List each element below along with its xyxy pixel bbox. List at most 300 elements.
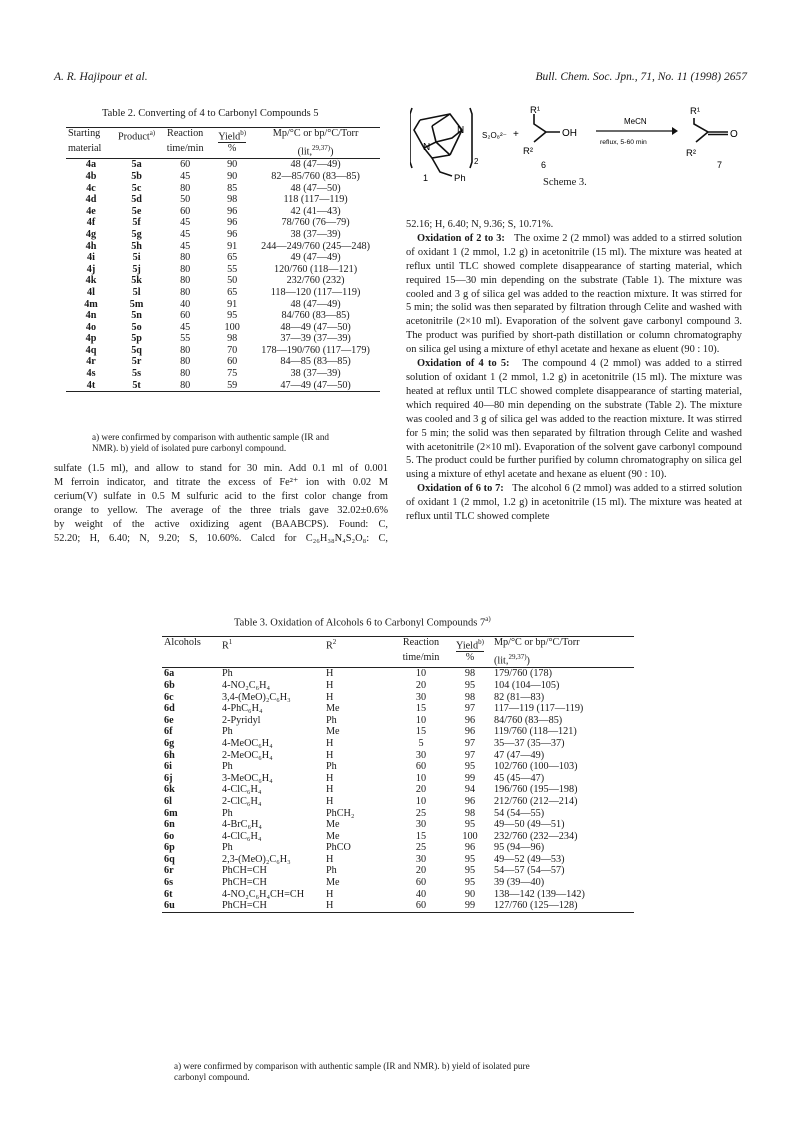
table3-cell-mp: 54 (54—55) (494, 807, 545, 819)
table-row (66, 194, 380, 206)
table2-header-starting: Starting (68, 128, 101, 139)
table2-cell-yield: 98 (227, 194, 238, 206)
table3-cell-r1: 4-NO₂C₆H₄CH=CH (222, 888, 305, 900)
table-row (162, 773, 634, 785)
scheme-3-caption: Scheme 3. (543, 177, 587, 188)
table3-cell-r1: 3,4-(MeO)₂C₆H₃ (222, 691, 291, 703)
table2-cell-starting-material: 4r (86, 356, 96, 368)
table2-cell-yield: 75 (227, 368, 238, 380)
table2-cell-yield: 70 (227, 344, 238, 356)
table2-caption (102, 108, 319, 119)
compound-label-1: 1 (423, 173, 429, 183)
table3-cell-r1: PhCH=CH (222, 877, 267, 889)
table2-cell-yield: 90 (227, 159, 238, 171)
left-text-line: 52.20; H, 6.40; N, 9.20; S, 10.60%. Calcd for C₂₆H₃₈N₄S₂O₈: C, (54, 532, 388, 544)
r1-label-alcohol: R¹ (530, 105, 541, 116)
table2-cell-time: 80 (180, 344, 191, 356)
table3-header-mp: Mp/°C or bp/°C/Torr (494, 637, 580, 648)
table3-cell-yield: 97 (464, 737, 476, 749)
table2-cell-yield: 96 (227, 217, 238, 229)
table3-header-row-2 (162, 652, 634, 667)
table-row (66, 183, 380, 195)
table2-cell-starting-material: 4n (85, 310, 97, 322)
table3-cell-time: 40 (415, 888, 427, 900)
table2-cell-product: 5q (131, 344, 142, 356)
table3-cell-r1: Ph (222, 842, 233, 854)
table3-cell-r1: Ph (222, 807, 233, 819)
table3-cell-mp: 119/760 (118—121) (494, 726, 577, 738)
table3-cell-time: 30 (415, 691, 427, 703)
left-text-line: orange to yellow. The average of the three trials gave 32.02±0.6% (54, 504, 388, 516)
table3-cell-time: 25 (415, 807, 427, 819)
table2-cell-starting-material: 4c (86, 182, 96, 194)
table2-cell-mp: 84/760 (83—85) (281, 310, 350, 322)
table-row (162, 784, 634, 796)
table2-cell-starting-material: 4p (85, 333, 97, 345)
table-row (66, 206, 380, 218)
table2-cell-yield: 65 (227, 286, 238, 298)
nitrogen-label-1: N (457, 125, 465, 136)
conditions-label: reflux, 5-60 min (600, 139, 647, 146)
table3-cell-yield: 96 (464, 842, 476, 854)
table3-cell-alcohol: 6u (164, 900, 175, 912)
table2-cell-product: 5s (132, 368, 142, 380)
table2-cell-time: 80 (180, 286, 191, 298)
table2-cell-mp: 232/760 (232) (286, 275, 345, 287)
table2-cell-starting-material: 4o (85, 321, 97, 333)
table3-cell-r1: 4-PhC₆H₄ (222, 703, 263, 715)
plus-sign: + (513, 129, 519, 140)
table2-cell-product: 5n (131, 310, 142, 322)
table3-cell-r2: PhCH₂ (326, 807, 355, 819)
table3-caption: Table 3. Oxidation of Alcohols 6 to Carbonyl Compounds 7$^{a)}$ (234, 615, 491, 629)
table3-cell-mp: 54—57 (54—57) (494, 865, 565, 877)
table3-cell-r1: 2-Pyridyl (222, 714, 261, 726)
table3-cell-time: 20 (415, 784, 427, 796)
table2-caption-text: Converting of 4 to Carbonyl Compounds 5 (138, 108, 319, 119)
table-row (66, 264, 380, 276)
table-row (162, 819, 634, 831)
table3-cell-yield: 95 (464, 853, 476, 865)
table3-cell-r2: Me (326, 819, 340, 831)
left-text-line: cerium(V) sulfate in 0.5 M sulfuric acid to the first color change from (54, 490, 388, 502)
table-row (162, 796, 634, 808)
table-row (162, 668, 634, 680)
table3-cell-mp: 84/760 (83—85) (494, 714, 563, 726)
table3-cell-time: 20 (415, 679, 427, 691)
table-row (162, 808, 634, 820)
table2-cell-starting-material: 4e (86, 205, 96, 217)
table3-cell-mp: 127/760 (125—128) (494, 900, 578, 912)
table3-cell-r1: PhCH=CH (222, 865, 267, 877)
table2-cell-mp: 244—249/760 (245—248) (261, 240, 371, 252)
left-column-text (54, 462, 388, 545)
table3-cell-mp: 39 (39—40) (494, 877, 545, 889)
table3-cell-yield: 95 (464, 819, 476, 831)
table3-header-percent: % (465, 652, 475, 664)
heading-oxidation-4-5: Oxidation of 4 to 5: (417, 358, 510, 370)
table2-cell-starting-material: 4q (85, 344, 97, 356)
table2-cell-mp: 38 (37—39) (290, 368, 341, 380)
table-row (162, 854, 634, 866)
hydroxyl-label: OH (562, 128, 577, 139)
table-row (66, 159, 380, 171)
table3-cell-r1: 4-BrC₆H₄ (222, 819, 262, 831)
table3-cell-time: 15 (415, 703, 427, 715)
table3-cell-r2: H (326, 888, 334, 900)
table3-cell-time: 10 (415, 772, 427, 784)
table3-cell-yield: 99 (464, 772, 476, 784)
table2-cell-mp: 42 (41—43) (290, 205, 341, 217)
table2-cell-mp: 49 (47—49) (290, 252, 341, 264)
table3-cell-r2: Ph (326, 761, 337, 773)
table2-cell-yield: 55 (227, 263, 238, 275)
table2-cell-starting-material: 4a (85, 159, 97, 171)
table3-cell-yield: 98 (464, 807, 476, 819)
table3-cell-alcohol: 6q (164, 853, 175, 865)
table2-cell-yield: 65 (227, 252, 238, 264)
table3-cell-yield: 95 (464, 679, 476, 691)
table2-cell-mp: 120/760 (118—121) (274, 263, 358, 275)
reagent-label: MeCN (624, 117, 647, 126)
table-row (66, 217, 380, 229)
ketone-structure (694, 118, 728, 142)
table2-cell-product: 5p (131, 333, 142, 345)
table2-cell-product: 5k (131, 275, 142, 287)
right-paragraph-0: 52.16; H, 6.40; N, 9.36; S, 10.71%. (406, 219, 554, 230)
table2-cell-yield: 90 (227, 170, 238, 182)
table2-cell-time: 80 (180, 356, 191, 368)
table3-cell-mp: 232/760 (232—234) (494, 830, 578, 842)
table3-cell-time: 30 (415, 819, 427, 831)
table2-caption-prefix: Table 2. (102, 108, 136, 119)
table3-cell-mp: 179/760 (178) (494, 668, 553, 680)
table3-cell-r1: 2-MeOC₆H₄ (222, 749, 273, 761)
table3-cell-alcohol: 6f (164, 726, 173, 738)
table2-header-row-2 (66, 143, 380, 158)
table3-header-r1: $R^1$ (222, 638, 233, 652)
table2-cell-mp: 178—190/760 (117—179) (261, 344, 370, 356)
table2-cell-product: 5t (132, 379, 141, 391)
table2-cell-starting-material: 4g (85, 228, 97, 240)
table-row (66, 229, 380, 241)
table2-cell-starting-material: 4l (87, 286, 95, 298)
table2-cell-mp: 37—39 (37—39) (280, 333, 351, 345)
table3-cell-alcohol: 6h (164, 749, 175, 761)
table2-cell-product: 5i (132, 252, 141, 264)
table3-cell-mp: 212/760 (212—214) (494, 795, 578, 807)
table3-cell-time: 20 (415, 865, 427, 877)
table2-header-lit: (lit,$^{29,37)}$) (297, 144, 334, 158)
table3-cell-r2: PhCO (326, 842, 351, 854)
table2 (66, 127, 380, 392)
table3-cell-mp: 49—50 (49—51) (494, 819, 565, 831)
left-text-line: by weight of the active oxidizing agent (BAABCPS). Found: C, (54, 518, 388, 530)
table2-cell-yield: 100 (224, 321, 240, 333)
table-row (162, 726, 634, 738)
table-row (162, 877, 634, 889)
table3-cell-mp: 196/760 (195—198) (494, 784, 578, 796)
table3-cell-r1: Ph (222, 761, 233, 773)
table3-cell-mp: 47 (47—49) (494, 749, 545, 761)
table2-cell-time: 80 (180, 182, 191, 194)
table3-header-yield: Yield$^{b)}$ (456, 638, 484, 652)
table3-cell-yield: 94 (464, 784, 476, 796)
table3-cell-yield: 98 (464, 691, 476, 703)
table3-header-lit: (lit,$^{29,37)}$) (494, 653, 530, 667)
table-row (162, 750, 634, 762)
table3-cell-mp: 45 (45—47) (494, 772, 545, 784)
table2-header-percent: % (227, 143, 237, 155)
table3-cell-r1: PhCH=CH (222, 900, 267, 912)
table2-cell-yield: 50 (227, 275, 238, 287)
table2-cell-time: 60 (180, 159, 191, 171)
right-paragraph-oxidation-4-5: Oxidation of 4 to 5: The compound 4 (2 mmol) was added to a stirred solution of oxidant 1 (2 mmol, 1.2 g) in acetonitrile (15 ml). The mixture was heated at reflux until TLC showed complete disappearance of starting material, which required 40—80 min depending on the substrate (Table 2). The mixture was cooled and 3 g of silica gel was added to the reaction mixture. It was stirred for 5 min; the solid was then separated by filtration through Celite and washed with acetonitrile (2×10 ml). Evaporation of the solvent gave carbonyl compound 5. The product could be further purified by column chromatography on silica gel using a mixture of ethyl acetate and hexane as eluent (90 : 10). (406, 358, 743, 481)
compound-label-7: 7 (717, 160, 723, 170)
table2-cell-time: 80 (180, 252, 191, 264)
heading-oxidation-6-7: Oxidation of 6 to 7: (417, 483, 504, 495)
table3-cell-yield: 90 (464, 888, 476, 900)
table2-cell-starting-material: 4s (86, 368, 96, 380)
table-row (162, 761, 634, 773)
table2-header-product: Product$^{a)}$ (118, 129, 156, 143)
table3-cell-alcohol: 6b (164, 679, 175, 691)
table2-cell-mp: 48 (47—49) (290, 298, 341, 310)
table3-cell-alcohol: 6d (164, 703, 175, 715)
table2-cell-product: 5l (132, 286, 141, 298)
right-column-text (406, 218, 742, 524)
table-row (162, 680, 634, 692)
table2-header-row-1 (66, 128, 380, 143)
table2-cell-starting-material: 4m (84, 298, 98, 310)
table2-cell-time: 55 (180, 333, 191, 345)
table2-cell-yield: 98 (227, 333, 238, 345)
table3-cell-alcohol: 6t (164, 888, 173, 900)
table2-cell-product: 5b (131, 170, 142, 182)
table3-cell-mp: 95 (94—96) (494, 842, 545, 854)
table3-cell-r2: H (326, 772, 334, 784)
table-row (162, 842, 634, 854)
table3-cell-r2: H (326, 737, 334, 749)
table2-header-reaction: Reaction (167, 128, 204, 139)
table2-header-yield: Yield$^{b)}$ (218, 129, 247, 143)
table3-cell-mp: 102/760 (100—103) (494, 761, 578, 773)
table2-cell-product: 5h (131, 240, 142, 252)
table3-header-r2: $R^2$ (326, 638, 337, 652)
table-row (66, 241, 380, 253)
table2-cell-starting-material: 4d (85, 194, 97, 206)
table2-cell-starting-material: 4h (85, 240, 97, 252)
heading-oxidation-2-3: Oxidation of 2 to 3: (417, 232, 505, 244)
running-header-authors: A. R. Hajipour et al. (54, 71, 148, 83)
table3-cell-r1: 4-MeOC₆H₄ (222, 737, 273, 749)
table3-cell-yield: 97 (464, 749, 476, 761)
table2-cell-mp: 82—85/760 (83—85) (271, 170, 360, 182)
table3-cell-alcohol: 6e (164, 714, 174, 726)
table-row (162, 831, 634, 843)
right-paragraph-oxidation-6-7: Oxidation of 6 to 7: The alcohol 6 (2 mmol) was added to a stirred solution of oxidant 1 (2 mmol, 1.2 g) in acetonitrile (15 ml). The mixture was heated at reflux until TLC showed complete (406, 483, 743, 523)
table2-cell-yield: 60 (227, 356, 238, 368)
table3-cell-alcohol: 6a (164, 668, 175, 680)
table3-cell-r1: 4-ClC₆H₄ (222, 830, 262, 842)
table3-cell-time: 15 (415, 830, 427, 842)
table-row (66, 356, 380, 368)
table3-cell-r2: Ph (326, 865, 337, 877)
table3-cell-r2: H (326, 795, 334, 807)
table3-cell-mp: 104 (104—105) (494, 679, 560, 691)
table2-cell-yield: 91 (227, 298, 238, 310)
table-row (66, 345, 380, 357)
table2-cell-mp: 78/760 (76—79) (281, 217, 350, 229)
table3-cell-r1: Ph (222, 668, 233, 680)
table3-cell-r2: H (326, 900, 334, 912)
table-row (162, 900, 634, 912)
table3-header-row-1 (162, 637, 634, 652)
table3-cell-r2: Me (326, 726, 340, 738)
table3-cell-time: 30 (415, 749, 427, 761)
table2-cell-time: 40 (180, 298, 191, 310)
table3-cell-time: 10 (415, 714, 427, 726)
table3-cell-alcohol: 6s (164, 877, 174, 889)
table3-cell-time: 10 (415, 668, 427, 680)
table3-cell-alcohol: 6p (164, 842, 175, 854)
table3-cell-r2: H (326, 691, 334, 703)
table3-cell-time: 60 (415, 877, 427, 889)
table2-cell-mp: 84—85 (83—85) (280, 356, 351, 368)
table3-cell-alcohol: 6i (164, 761, 172, 773)
table3-cell-yield: 100 (462, 830, 478, 842)
table2-cell-time: 45 (180, 240, 191, 252)
table-row (66, 380, 380, 392)
table3-cell-time: 60 (415, 761, 427, 773)
table3-cell-r1: Ph (222, 726, 233, 738)
running-header-journal: Bull. Chem. Soc. Jpn., 71, No. 11 (1998) 2657 (535, 71, 747, 83)
persulfate-anion: S₂O₈²⁻ (482, 131, 507, 140)
table2-cell-mp: 118—120 (117—119) (270, 286, 361, 298)
table2-cell-yield: 96 (227, 205, 238, 217)
oxygen-label: O (730, 129, 738, 140)
table3-cell-yield: 95 (464, 761, 476, 773)
table3-cell-mp: 49—52 (49—53) (494, 853, 565, 865)
table3-cell-r1: 2,3-(MeO)₂C₆H₃ (222, 853, 291, 865)
table3-cell-r1: 2-ClC₆H₄ (222, 795, 262, 807)
table3-cell-time: 15 (415, 726, 427, 738)
r2-label-alcohol: R² (523, 146, 534, 157)
table2-cell-yield: 59 (227, 379, 238, 391)
table2-cell-mp: 47—49 (47—50) (280, 379, 351, 391)
table2-cell-time: 60 (180, 205, 191, 217)
table2-cell-yield: 96 (227, 228, 238, 240)
table3-caption-text: Oxidation of Alcohols 6 to Carbonyl Compounds 7 (270, 617, 486, 629)
table3-footnote-line-2: carbonyl compound. (174, 1072, 250, 1083)
table3-cell-alcohol: 6m (164, 807, 178, 819)
table3-cell-r1: 4-NO₂C₆H₄ (222, 679, 271, 691)
table2-cell-mp: 48 (47—49) (290, 159, 341, 171)
table3-cell-yield: 96 (464, 726, 476, 738)
table2-header-time: time/min (166, 143, 204, 155)
table2-cell-starting-material: 4k (85, 275, 97, 287)
table3-cell-r2: H (326, 784, 334, 796)
table2-cell-starting-material: 4b (85, 170, 97, 182)
subscript-two: 2 (474, 157, 479, 166)
table-row (162, 865, 634, 877)
table3-cell-yield: 96 (464, 714, 476, 726)
table-row (66, 299, 380, 311)
table3-cell-yield: 99 (464, 900, 476, 912)
table2-cell-product: 5f (132, 217, 141, 229)
table2-cell-time: 60 (180, 310, 191, 322)
right-paragraph-oxidation-2-3: Oxidation of 2 to 3: The oxime 2 (2 mmol) was added to a stirred solution of oxidant 1 (2 mmol, 1.2 g) in acetonitrile (15 ml). The mixture was heated at reflux until TLC showed complete disappearance of starting material, which required 15—30 min depending on the substrate (Table 1). The mixture was cooled and 3 g of silica gel was added to the reaction mixture. It was stirred for 5 min; the solid was then separated by filtration through Celite and washed with acetonitrile (2×10 ml). Evaporation of the solvent gave carbonyl compound 3. The product was purified by short-path distillation or column chromatography on silica gel using a mixture of ethyl acetate and hexane as eluent (90 : 10). (406, 232, 743, 356)
table2-cell-time: 45 (180, 321, 191, 333)
table3-cell-yield: 96 (464, 795, 476, 807)
table2-cell-product: 5o (131, 321, 142, 333)
table3-cell-r2: H (326, 679, 334, 691)
table2-cell-yield: 91 (227, 240, 238, 252)
table2-footnote (92, 432, 329, 454)
table2-cell-product: 5d (131, 194, 142, 206)
table-row (162, 692, 634, 704)
table2-cell-time: 45 (180, 228, 191, 240)
table3-cell-alcohol: 6o (164, 830, 175, 842)
table3 (162, 636, 634, 913)
table2-cell-time: 45 (180, 170, 191, 182)
table3-header-time: time/min (402, 652, 440, 664)
table-row (66, 252, 380, 264)
table-row (66, 322, 380, 334)
table2-cell-starting-material: 4t (86, 379, 96, 391)
table3-header-reaction: Reaction (402, 637, 440, 648)
table2-cell-product: 5j (132, 263, 141, 275)
table3-cell-alcohol: 6j (164, 772, 173, 784)
table3-cell-yield: 97 (464, 703, 476, 715)
nitrogen-label-2: N (423, 142, 431, 153)
table3-cell-r2: Me (326, 830, 340, 842)
table2-cell-time: 80 (180, 379, 191, 391)
table2-cell-time: 50 (180, 194, 191, 206)
table3-cell-r1: 3-MeOC₆H₄ (222, 772, 273, 784)
table-row (66, 310, 380, 322)
table3-cell-mp: 35—37 (35—37) (494, 737, 565, 749)
table3-header-alcohols: Alcohols (164, 637, 201, 648)
table-row (162, 715, 634, 727)
table3-cell-yield: 98 (464, 668, 476, 680)
table-row (66, 275, 380, 287)
table3-caption-prefix: Table 3. (234, 617, 268, 629)
table3-cell-alcohol: 6l (164, 795, 172, 807)
table3-cell-yield: 95 (464, 865, 476, 877)
table3-cell-mp: 138—142 (139—142) (494, 888, 585, 900)
table2-footnote-line-2: NMR). b) yield of isolated pure carbonyl compound. (92, 443, 287, 454)
table3-cell-r2: H (326, 749, 334, 761)
table2-cell-mp: 118 (117—119) (283, 194, 348, 206)
table2-cell-mp: 38 (37—39) (290, 228, 341, 240)
table-row (66, 287, 380, 299)
reaction-arrow-head (672, 127, 678, 135)
table-row (66, 333, 380, 345)
table3-cell-yield: 95 (464, 877, 476, 889)
table2-cell-product: 5m (129, 298, 144, 310)
table2-cell-time: 80 (180, 368, 191, 380)
table3-cell-time: 25 (415, 842, 427, 854)
table3-cell-r2: Ph (326, 714, 337, 726)
table3-cell-alcohol: 6c (164, 691, 174, 703)
table3-cell-r2: H (326, 853, 334, 865)
table2-cell-yield: 85 (227, 182, 238, 194)
table3-cell-r2: Me (326, 703, 340, 715)
table-row (162, 703, 634, 715)
table-row (162, 738, 634, 750)
table3-cell-alcohol: 6r (164, 865, 174, 877)
